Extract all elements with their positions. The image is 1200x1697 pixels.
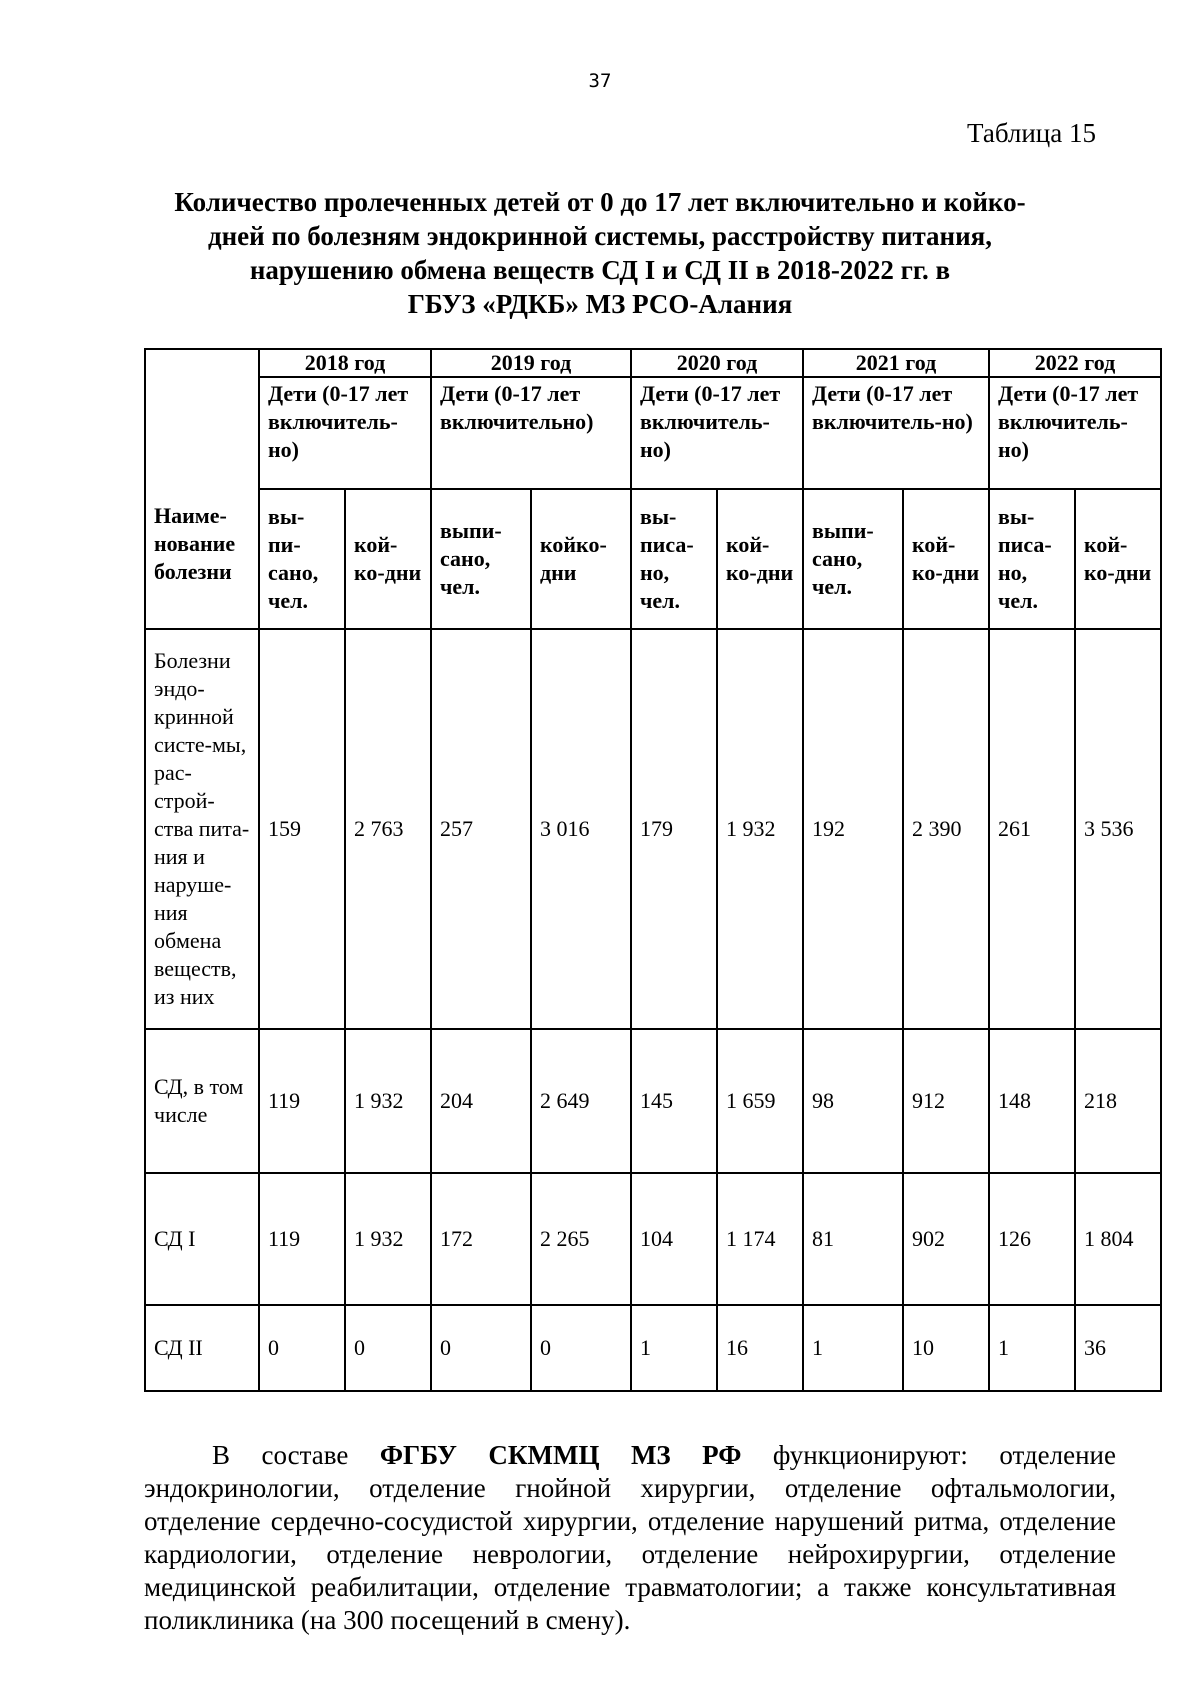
- table-row: [145, 1305, 1161, 1391]
- year-header: 2022 год: [989, 349, 1161, 377]
- value-cell: 0: [259, 1305, 345, 1391]
- value-cell: 218: [1075, 1029, 1161, 1173]
- table-row: [145, 1173, 1161, 1305]
- disease-name-cell: СД, в том числе: [145, 1029, 259, 1173]
- value-cell: 902: [903, 1173, 989, 1305]
- value-cell: 104: [631, 1173, 717, 1305]
- year-header: 2018 год: [259, 349, 431, 377]
- table-caption: Таблица 15: [967, 118, 1096, 148]
- paragraph-text: функционируют: отделение эндокринологии, отделение гнойной хирургии, отделение офтальмологии, отделение сердечно-сосудистой хирургии, отделение нарушений ритма, отделение кардиологии, отделение неврологии, отделение нейрохирургии, отделение медицинской реабилитации, отделение травматологии; а также консультативная поликлиника (на 300 посещений в смену).: [144, 1440, 1116, 1635]
- bed-days-header: кой-ко-дни: [345, 489, 431, 629]
- institution-name: ФГБУ СКММЦ МЗ РФ: [379, 1440, 742, 1470]
- bed-days-header: кой-ко-дни: [903, 489, 989, 629]
- value-cell: 2 649: [531, 1029, 631, 1173]
- value-cell: 148: [989, 1029, 1075, 1173]
- value-cell: 1 932: [345, 1029, 431, 1173]
- value-cell: 192: [803, 629, 903, 1029]
- table-row: [145, 629, 1161, 1029]
- statistics-table: [144, 348, 1162, 1392]
- year-header: 2021 год: [803, 349, 989, 377]
- title-line: дней по болезням эндокринной системы, расстройству питания,: [207, 221, 993, 251]
- value-cell: 0: [431, 1305, 531, 1391]
- value-cell: 119: [259, 1173, 345, 1305]
- disease-name-cell: СД I: [145, 1173, 259, 1305]
- age-group-header: Дети (0-17 лет включитель-но): [989, 377, 1161, 489]
- value-cell: 1 804: [1075, 1173, 1161, 1305]
- value-cell: 3 016: [531, 629, 631, 1029]
- discharged-header: выпи-сано, чел.: [803, 489, 903, 629]
- value-cell: 257: [431, 629, 531, 1029]
- value-cell: 2 763: [345, 629, 431, 1029]
- disease-name-header: [145, 349, 259, 629]
- age-group-header: Дети (0-17 лет включитель-но): [631, 377, 803, 489]
- value-cell: 0: [531, 1305, 631, 1391]
- year-header: 2020 год: [631, 349, 803, 377]
- value-cell: 1: [989, 1305, 1075, 1391]
- value-cell: 16: [717, 1305, 803, 1391]
- value-cell: 912: [903, 1029, 989, 1173]
- bed-days-header: койко-дни: [531, 489, 631, 629]
- age-group-header: Дети (0-17 лет включитель-но): [803, 377, 989, 489]
- age-group-header: Дети (0-17 лет включительно): [431, 377, 631, 489]
- table-row: [145, 1029, 1161, 1173]
- value-cell: 81: [803, 1173, 903, 1305]
- value-cell: 145: [631, 1029, 717, 1173]
- value-cell: 1 932: [345, 1173, 431, 1305]
- value-cell: 1: [803, 1305, 903, 1391]
- value-cell: 3 536: [1075, 629, 1161, 1029]
- bed-days-header: кой-ко-дни: [717, 489, 803, 629]
- value-cell: 1: [631, 1305, 717, 1391]
- value-cell: 172: [431, 1173, 531, 1305]
- discharged-header: выпи-сано, чел.: [431, 489, 531, 629]
- value-cell: 1 659: [717, 1029, 803, 1173]
- value-cell: 98: [803, 1029, 903, 1173]
- disease-name-header-text: Наиме-нование болезни: [154, 503, 236, 584]
- title-line: Количество пролеченных детей от 0 до 17 лет включительно и койко-: [174, 187, 1026, 217]
- page-number: 37: [588, 70, 612, 92]
- discharged-header: вы-писа-но, чел.: [989, 489, 1075, 629]
- value-cell: 1 932: [717, 629, 803, 1029]
- body-paragraph: [144, 1439, 1116, 1637]
- discharged-header: вы-пи-сано, чел.: [259, 489, 345, 629]
- value-cell: 2 390: [903, 629, 989, 1029]
- value-cell: 0: [345, 1305, 431, 1391]
- value-cell: 119: [259, 1029, 345, 1173]
- disease-name-cell: СД II: [145, 1305, 259, 1391]
- discharged-header: вы-писа-но, чел.: [631, 489, 717, 629]
- value-cell: 126: [989, 1173, 1075, 1305]
- year-header: 2019 год: [431, 349, 631, 377]
- title-line: нарушению обмена веществ СД I и СД II в 2018-2022 гг. в: [249, 255, 951, 285]
- value-cell: 204: [431, 1029, 531, 1173]
- bed-days-header: кой-ко-дни: [1075, 489, 1161, 629]
- value-cell: 36: [1075, 1305, 1161, 1391]
- value-cell: 261: [989, 629, 1075, 1029]
- paragraph-prefix: В составе: [212, 1440, 380, 1470]
- disease-name-cell: Болезни эндо-кринной систе-мы, рас-строй-ства пита-ния и наруше-ния обмена веществ, из них: [145, 629, 259, 1029]
- age-group-header: Дети (0-17 лет включитель-но): [259, 377, 431, 489]
- value-cell: 159: [259, 629, 345, 1029]
- value-cell: 179: [631, 629, 717, 1029]
- value-cell: 1 174: [717, 1173, 803, 1305]
- value-cell: 10: [903, 1305, 989, 1391]
- title-line: ГБУЗ «РДКБ» МЗ РСО-Алания: [407, 289, 793, 319]
- table-title: [130, 185, 1070, 321]
- value-cell: 2 265: [531, 1173, 631, 1305]
